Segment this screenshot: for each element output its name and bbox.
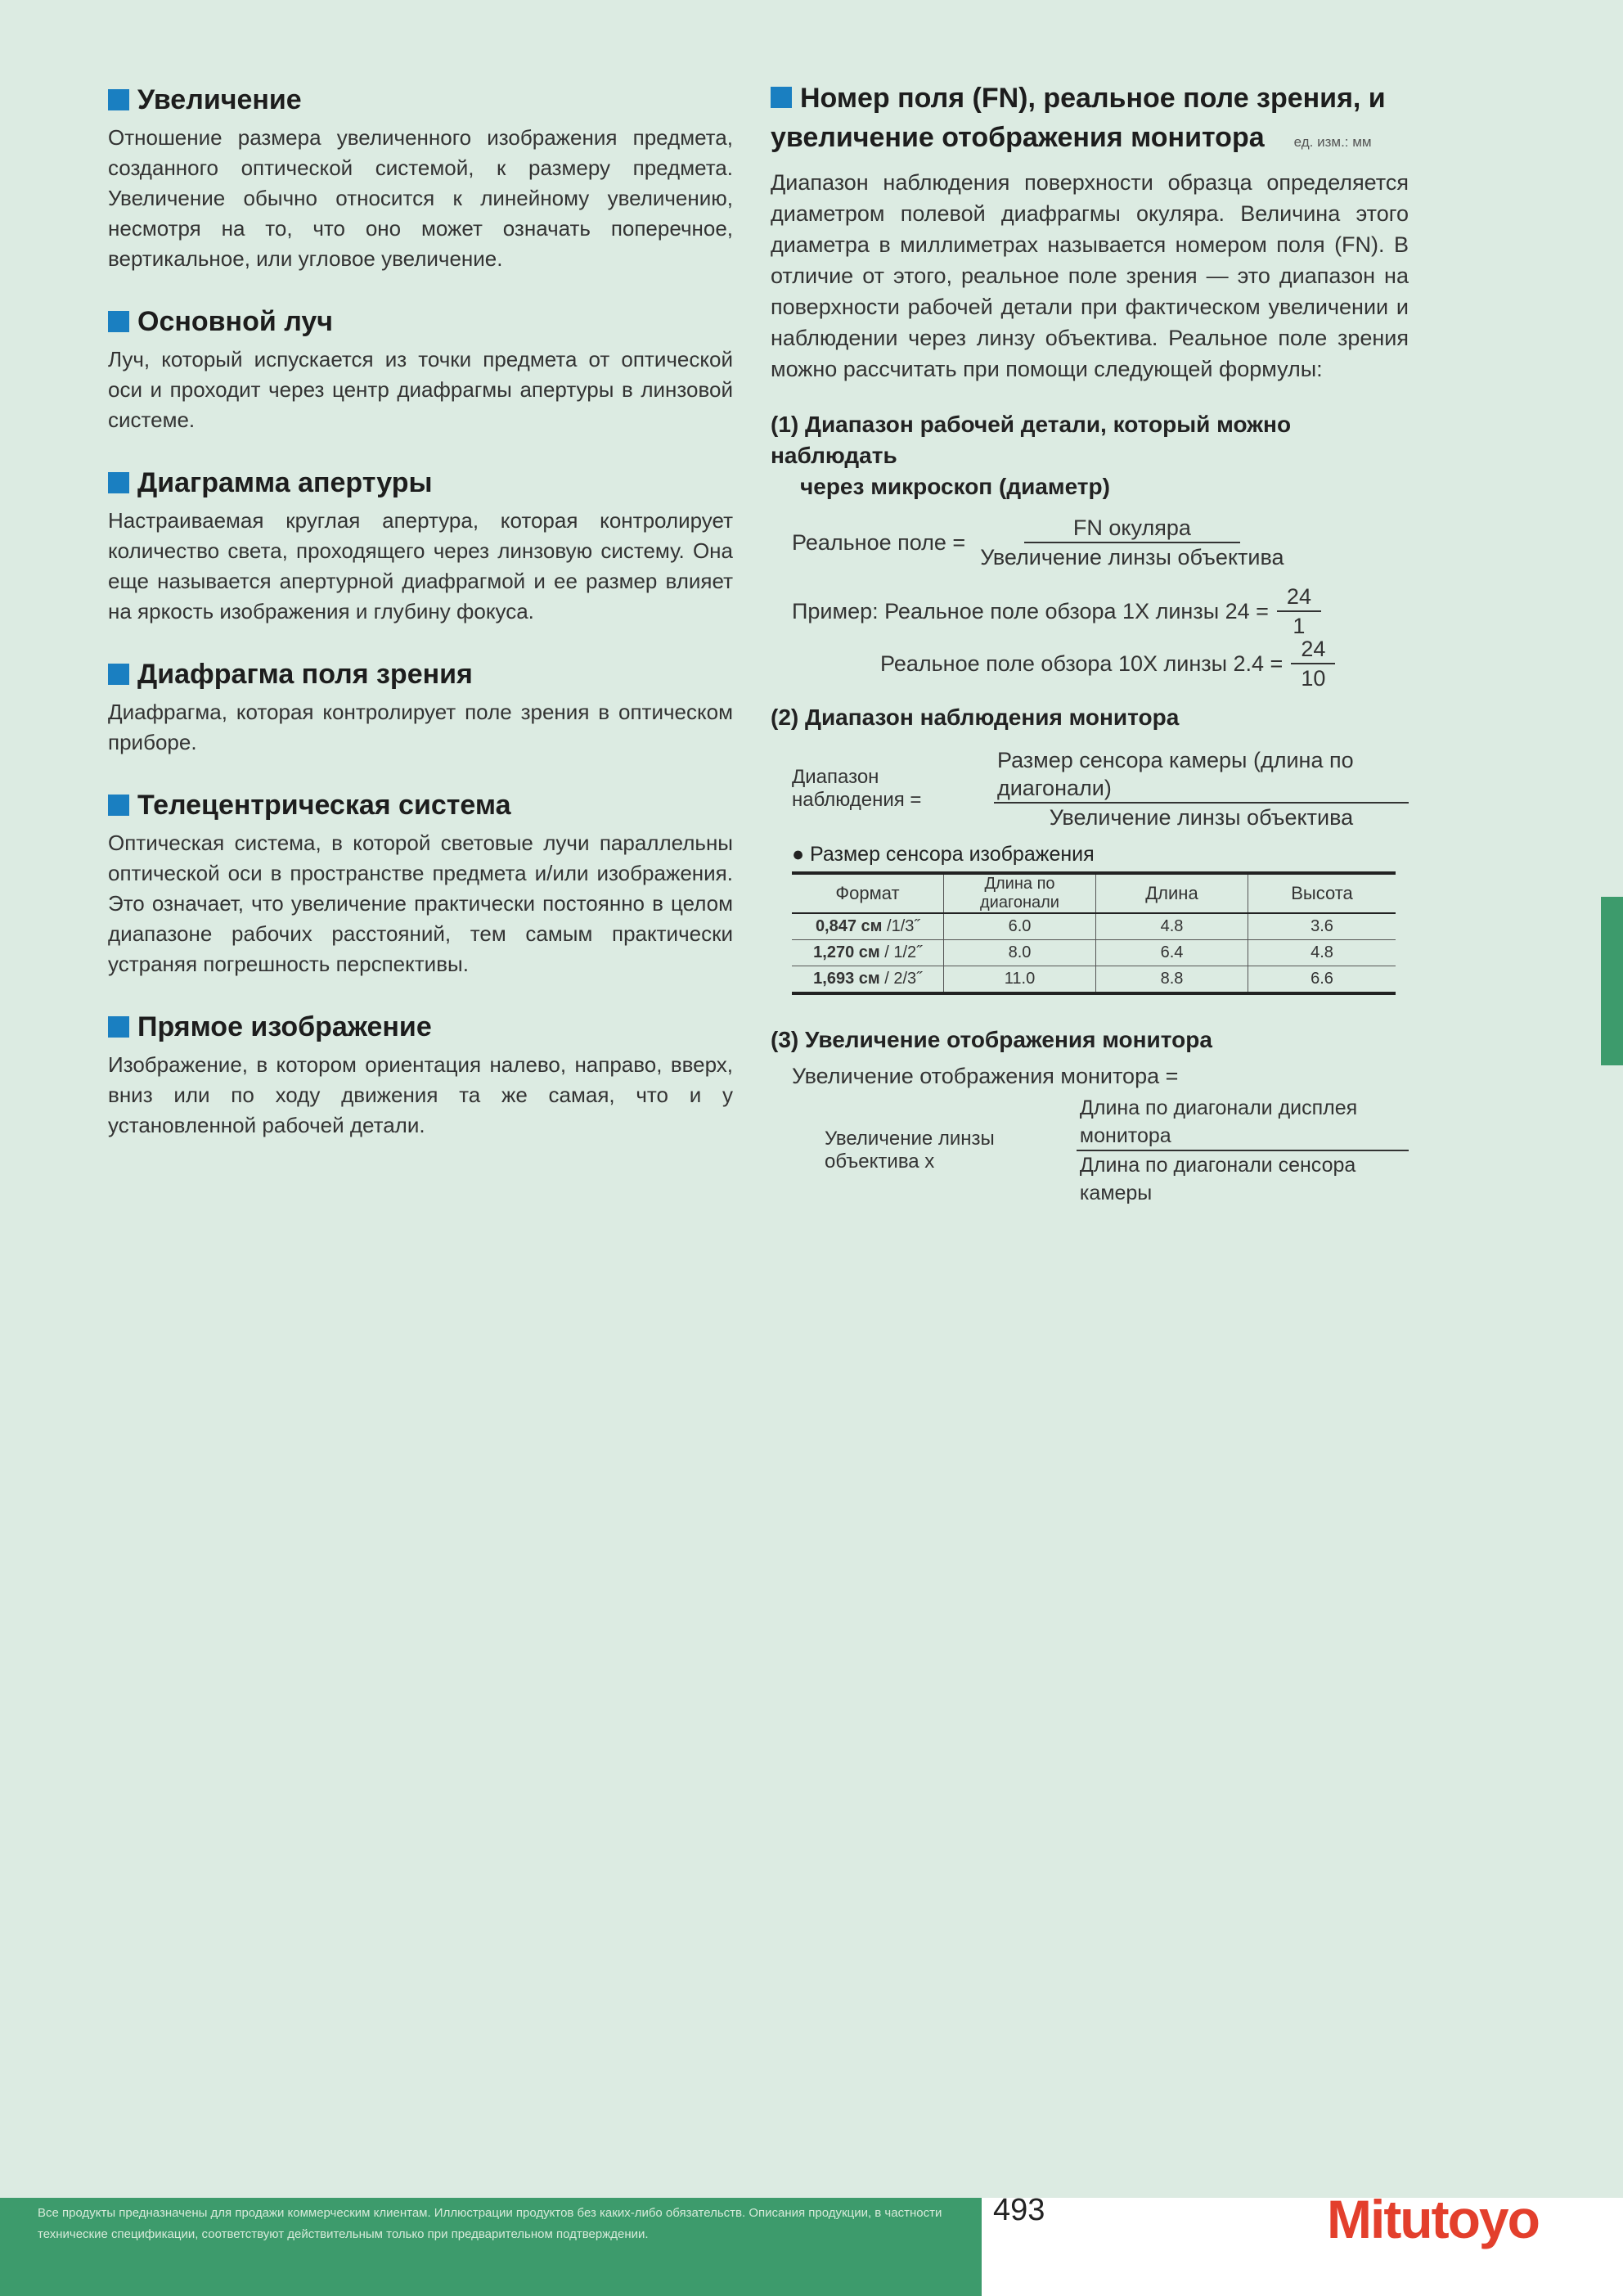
item-title: (2) Диапазон наблюдения монитора xyxy=(771,705,1180,730)
square-bullet-icon xyxy=(108,664,129,685)
column-header: Длина xyxy=(1096,873,1248,913)
section-text: Оптическая система, в которой световые лучи параллельны оптической оси в пространстве предмета и/или изображения. Это означает, что увеличение практически постоянно в целом диапазоне рабочих расстояний, тем самым практически устраняя погрешность перспективы. xyxy=(108,831,733,976)
item-workpiece-range xyxy=(771,409,1409,692)
square-bullet-icon xyxy=(771,87,792,108)
section-title: Увеличение xyxy=(137,84,302,115)
square-bullet-icon xyxy=(108,472,129,493)
section-magnification xyxy=(108,82,733,274)
table-row: 0,847 см /1/3˝ 6.0 4.8 3.6 xyxy=(792,913,1396,940)
section-title: Диафрагма поля зрения xyxy=(137,659,473,690)
formula-monitor-magnification: Увеличение линзы объектива x $\frac{\text{Длина по диагонали дисплея монитора}}{\text{Длина по диагонали сенсора камеры}}$ xyxy=(825,1094,1409,1207)
section-title: Основной луч xyxy=(137,306,334,337)
section-field-stop xyxy=(108,656,733,758)
formula-observation-range: Диапазон наблюдения = $\frac{\text{Размер сенсора камеры (длина по диагонали)}}{\text{Увеличение линзы объектива}}$ xyxy=(792,746,1409,831)
column-header: Длина по диагонали xyxy=(944,873,1096,913)
section-text: Отношение размера увеличенного изображения предмета, созданного оптической системой, к размеру предмета. Увеличение обычно относится к линейному увеличению, несмотря на то, что оно может означать поперечное, вертикальное, или угловое увеличение. xyxy=(108,125,733,271)
section-title: Телецентрическая система xyxy=(137,790,511,821)
section-text: Диафрагма, которая контролирует поле зрения в оптическом приборе. xyxy=(108,700,733,754)
square-bullet-icon xyxy=(108,1016,129,1038)
mitutoyo-logo: Mitutoyo xyxy=(1327,2189,1539,2249)
right-title: Номер поля (FN), реальное поле зрения, и xyxy=(771,79,1409,118)
chapter-tab-marker xyxy=(1601,897,1623,1065)
square-bullet-icon xyxy=(108,89,129,110)
formula-monitor-label: Увеличение отображения монитора = xyxy=(792,1064,1179,1088)
section-title: Прямое изображение xyxy=(137,1011,432,1042)
intro-text: Диапазон наблюдения поверхности образца определяется диаметром полевой диафрагмы окуляра. Величина этого диаметра в миллиметрах называется номером поля (FN). В отличие от этого, реальное поле зрения — это диапазон на поверхности рабочей детали при фактическом увеличении и наблюдении через линзу объектива. Реальное поле зрения можно рассчитать при помощи следующей формулы: xyxy=(771,170,1409,381)
section-aperture xyxy=(108,465,733,627)
column-header: Формат xyxy=(792,873,944,913)
item-monitor-range xyxy=(771,702,1409,995)
fraction: $\frac{\text{Длина по диагонали дисплея монитора}}{\text{Длина по диагонали сенсора камеры}}$ xyxy=(1077,1094,1409,1207)
table-title: ● Размер сенсора изображения xyxy=(792,843,1095,866)
item-title-line2: через микроскоп (диаметр) xyxy=(800,474,1110,499)
fraction: $\frac{\text{Размер сенсора камеры (длина по диагонали)}}{\text{Увеличение линзы объектива}}$ xyxy=(994,746,1409,831)
section-chief-ray xyxy=(108,304,733,435)
right-column xyxy=(771,79,1409,1207)
right-title-line2: увеличение отображения монитора xyxy=(771,122,1265,153)
fraction: $\frac{24}{10}$ xyxy=(1291,635,1335,692)
item-monitor-magnification xyxy=(771,1024,1409,1207)
table-row: 1,693 см / 2/3˝ 11.0 8.8 6.6 xyxy=(792,966,1396,994)
page-number: 493 xyxy=(993,2193,1045,2227)
fraction: $\frac{24}{1}$ xyxy=(1277,583,1321,640)
section-erect-image xyxy=(108,1009,733,1141)
section-telecentric xyxy=(108,787,733,979)
item-title: (1) Диапазон рабочей детали, который можно наблюдать xyxy=(771,412,1292,468)
section-title: Диаграмма апертуры xyxy=(137,467,433,498)
formula-example-1: Пример: Реальное поле обзора 1X линзы 24 = $\frac{24}{1}$ xyxy=(792,583,1409,640)
formula-example-2: Реальное поле обзора 10X линзы 2.4 = $\frac{24}{10}$ xyxy=(880,635,1409,692)
footer-disclaimer: Все продукты предназначены для продажи коммерческим клиентам. Иллюстрации продуктов без каких-либо обязательств. Описания продукции, в частности технические спецификации, соответствуют действительным только при предварительном подтверждении. xyxy=(38,2206,942,2241)
section-text: Настраиваемая круглая апертура, которая контролирует количество света, проходящего через линзовую систему. Она еще называется апертурной диафрагмой и ее размер влияет на яркость изображения и глубину фокуса. xyxy=(108,508,733,624)
table-header-row xyxy=(792,873,1396,913)
section-text: Луч, который испускается из точки предмета от оптической оси и проходит через центр диафрагмы апертуры в линзовой системе. xyxy=(108,347,733,432)
square-bullet-icon xyxy=(108,795,129,816)
item-title: (3) Увеличение отображения монитора xyxy=(771,1027,1212,1052)
formula-real-field: Реальное поле = $\frac{\text{FN окуляра}}{\text{Увеличение линзы объектива}}$ xyxy=(792,514,1409,571)
table-row: 1,270 см / 1/2˝ 8.0 6.4 4.8 xyxy=(792,940,1396,966)
unit-label: ед. изм.: мм xyxy=(1293,134,1372,150)
left-column xyxy=(108,82,733,1170)
sensor-size-table xyxy=(792,871,1396,995)
section-text: Изображение, в котором ориентация налево, направо, вверх, вниз или по ходу движения та же самая, что и у установленной рабочей детали. xyxy=(108,1052,733,1137)
square-bullet-icon xyxy=(108,311,129,332)
fraction: $\frac{\text{FN окуляра}}{\text{Увеличение линзы объектива}}$ xyxy=(980,515,1284,569)
column-header: Высота xyxy=(1248,873,1396,913)
